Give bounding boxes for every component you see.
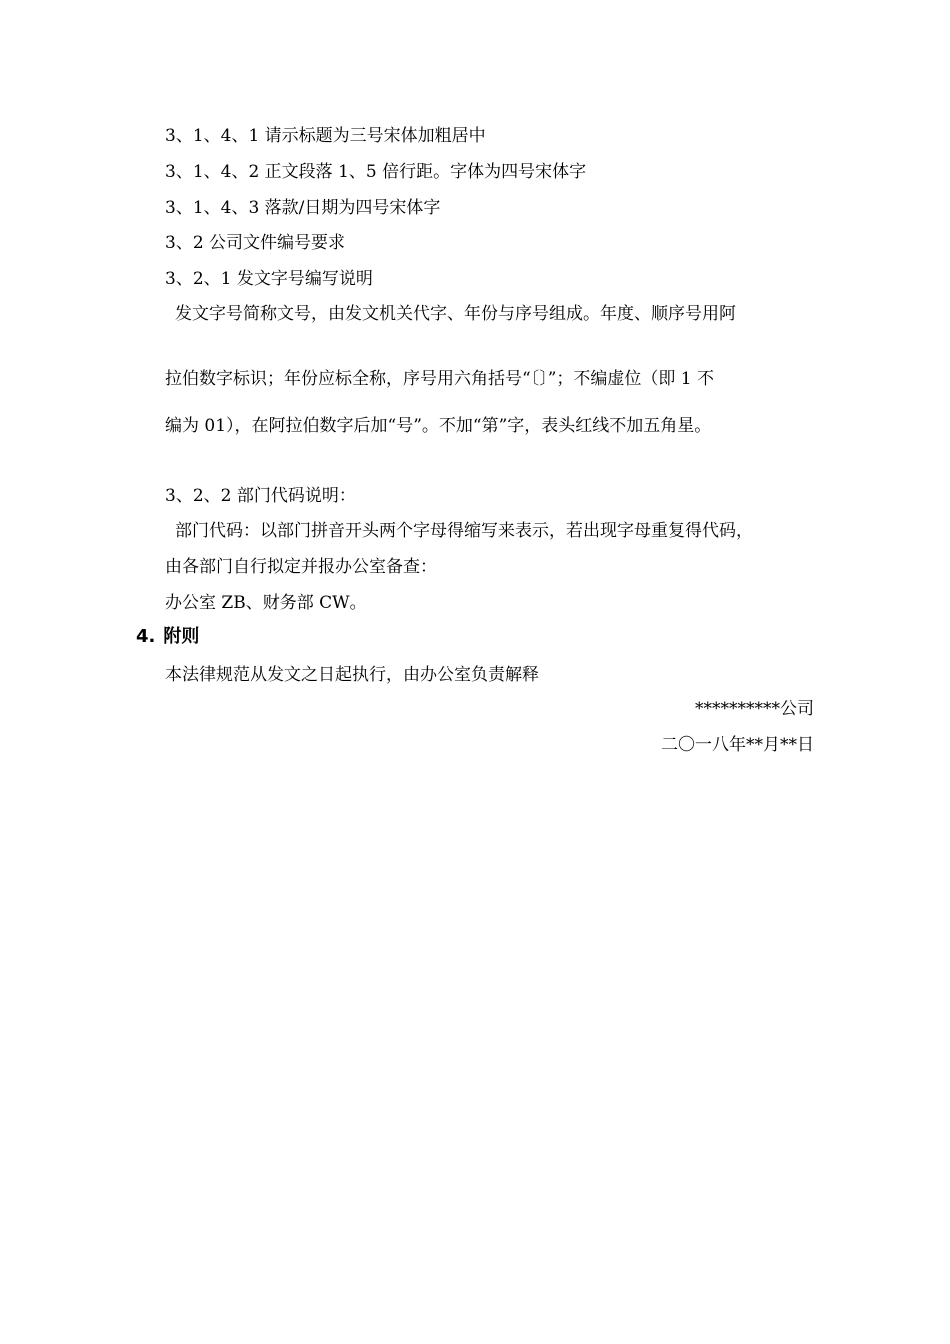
signature-company: **********公司 [695,699,814,719]
paragraph-text: 部门代码：以部门拼音开头两个字母得缩写来表示，若出现字母重复得代码， [175,521,753,541]
signature-date: 二〇一八年**月**日 [661,735,814,755]
paragraph-line: 编为 01），在阿拉伯数字后加“号”。不加“第”字，表头红线不加五角星。 [165,416,712,436]
clause-3-1-4-1: 3、1、4、1 请示标题为三号宋体加粗居中 [165,126,486,146]
section-number: 4. [136,626,156,647]
clause-3-2-2: 3、2、2 部门代码说明： [165,486,356,506]
paragraph-line [165,519,753,543]
clause-3-2: 3、2 公司文件编号要求 [165,233,346,253]
paragraph-line: 拉伯数字标识；年份应标全称，序号用六角括号“〔〕”；不编虚位（即 1 不 [165,369,715,389]
paragraph-line: 由各部门自行拟定并报办公室备查： [165,557,437,577]
section-heading [136,624,199,650]
section-title: 附则 [163,626,200,647]
section-text: 本法律规范从发文之日起执行，由办公室负责解释 [165,665,539,685]
department-codes: 办公室 ZB、财务部 CW。 [165,593,367,613]
clause-3-2-1: 3、2、1 发文字号编写说明 [165,269,373,289]
paragraph-line [165,302,736,326]
paragraph-text: 发文字号简称文号，由发文机关代字、年份与序号组成。年度、顺序号用阿 [175,304,736,324]
clause-3-1-4-2: 3、1、4、2 正文段落 1、5 倍行距。字体为四号宋体字 [165,162,587,182]
clause-3-1-4-3: 3、1、4、3 落款/日期为四号宋体字 [165,198,441,218]
